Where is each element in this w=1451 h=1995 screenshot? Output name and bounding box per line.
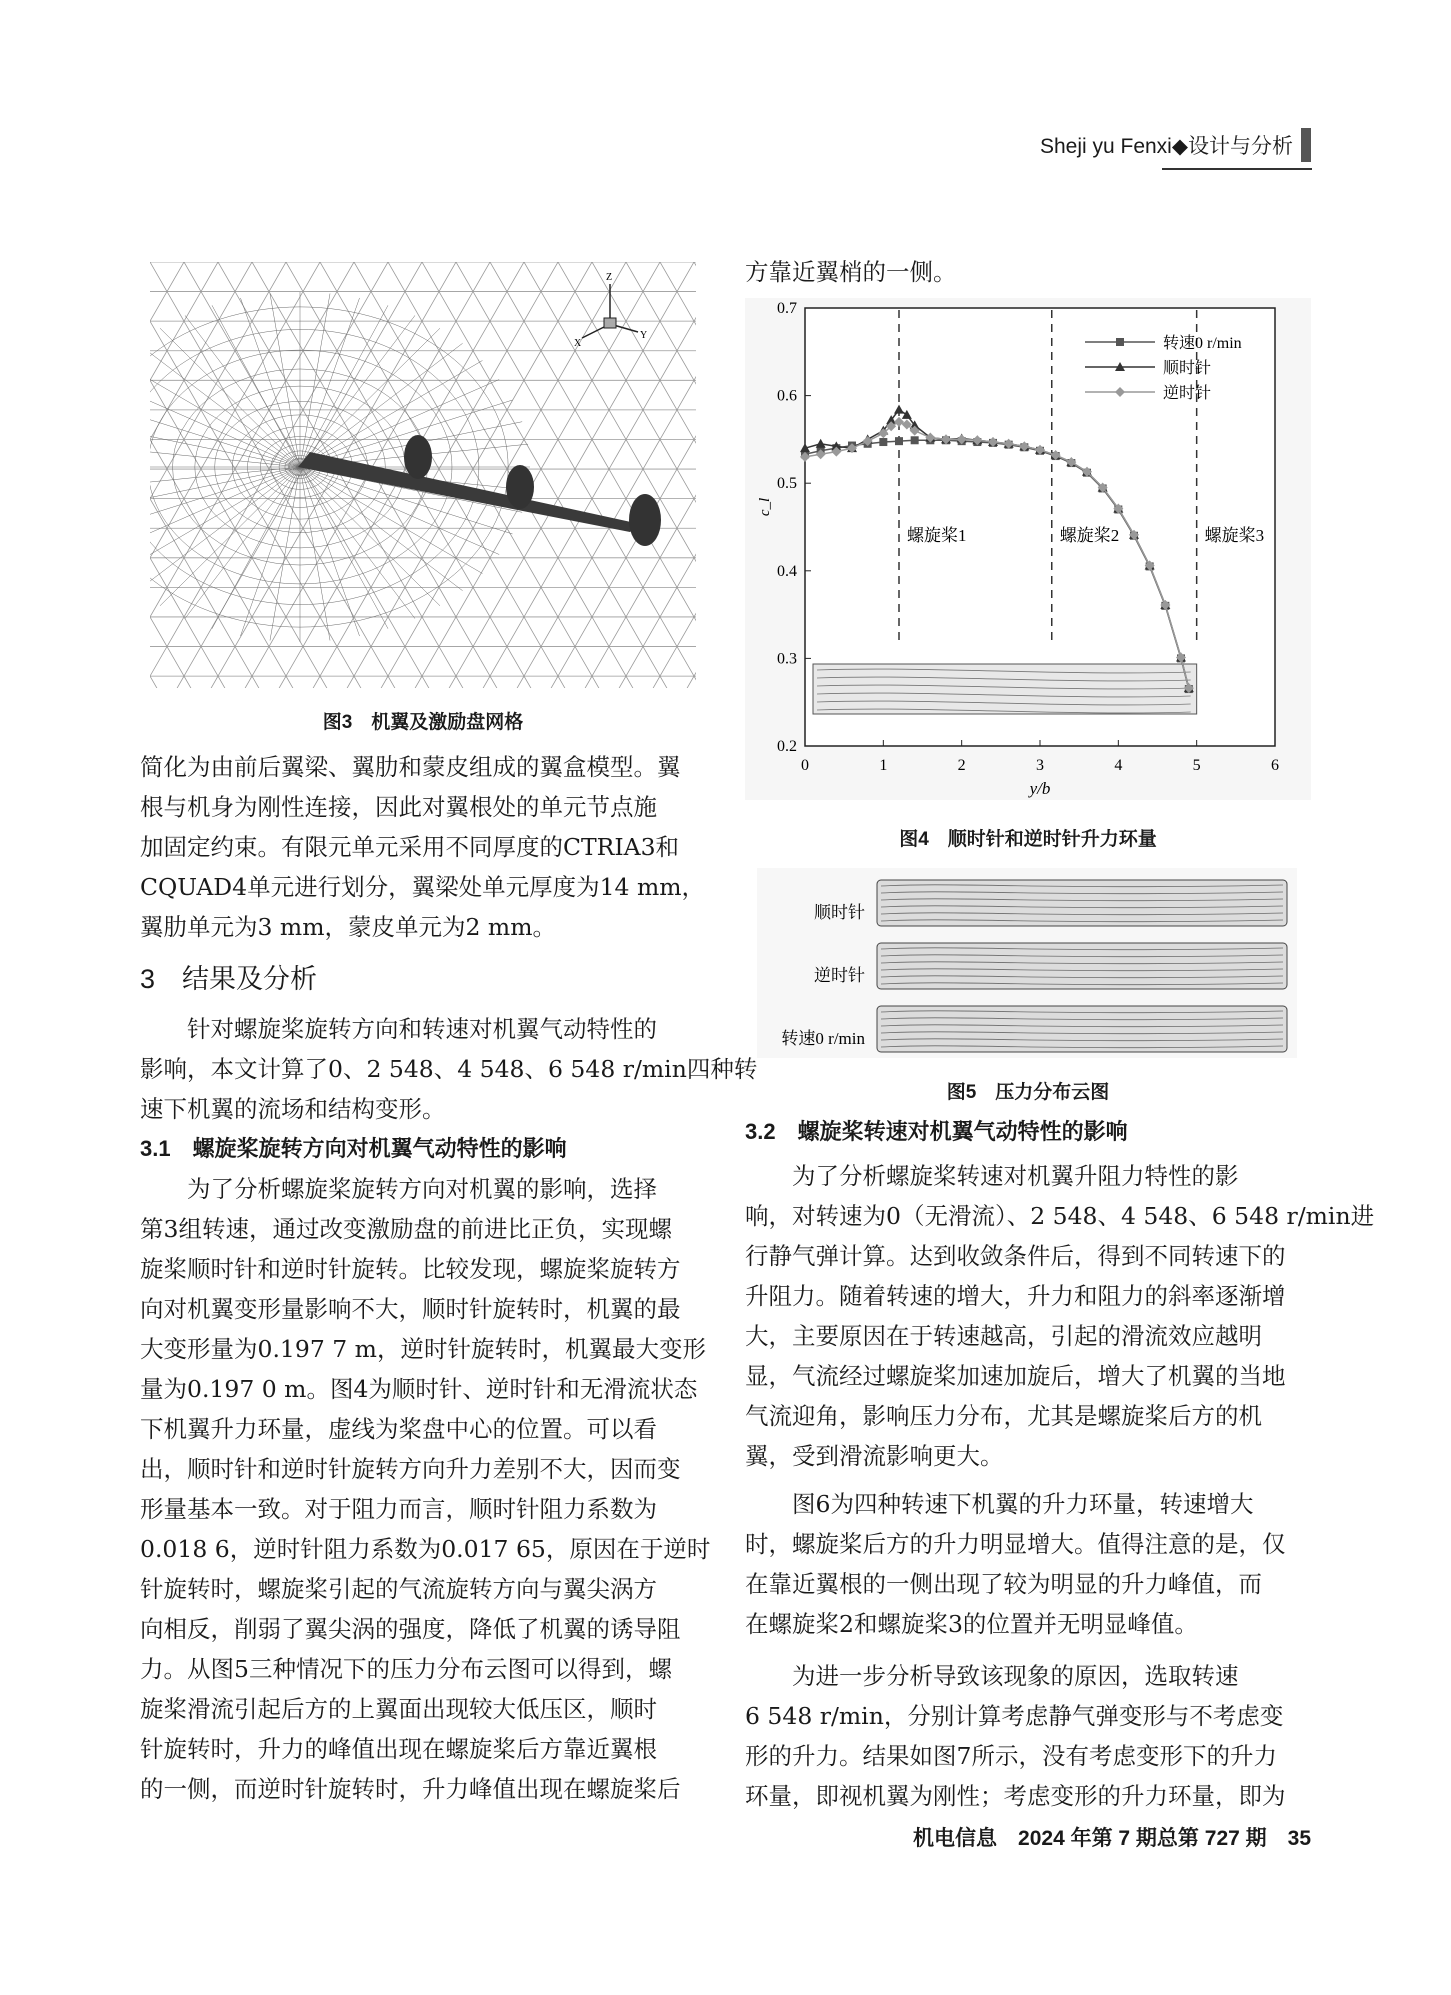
section-3-1-heading: 3.1 螺旋桨旋转方向对机翼气动特性的影响 bbox=[140, 1136, 567, 1161]
propeller-label: 螺旋桨3 bbox=[1204, 525, 1265, 545]
legend-marker bbox=[1116, 338, 1124, 346]
text-line: 行静气弹计算。达到收敛条件后，得到不同转速下的 bbox=[745, 1242, 1286, 1270]
text-line: 显，气流经过螺旋桨加速加旋后，增大了机翼的当地 bbox=[745, 1362, 1286, 1390]
text-line: 环量，即视机翼为刚性；考虑变形的升力环量，即为 bbox=[745, 1782, 1286, 1810]
pressure-contour-image bbox=[757, 868, 1297, 1058]
x-tick-label: 0 bbox=[801, 757, 809, 774]
text-line: 力。从图5三种情况下的压力分布云图可以得到，螺 bbox=[140, 1655, 672, 1683]
propeller-label: 螺旋桨2 bbox=[1059, 525, 1120, 545]
right-column bbox=[745, 1114, 1375, 1816]
paragraph-wingbox bbox=[140, 747, 706, 947]
text-line: 大，主要原因在于转速越高，引起的滑流效应越明 bbox=[745, 1322, 1262, 1350]
text-line: 图6为四种转速下机翼的升力环量，转速增大 bbox=[792, 1490, 1254, 1518]
axis-z-label: Z bbox=[606, 272, 613, 283]
data-point-square bbox=[895, 437, 903, 445]
text-line: 针对螺旋桨旋转方向和转速对机翼气动特性的 bbox=[187, 1015, 657, 1043]
text-line: 大变形量为0.197 7 m，逆时针旋转时，机翼最大变形 bbox=[140, 1335, 706, 1363]
figure-4 bbox=[745, 298, 1311, 800]
fig3-caption: 图3 机翼及激励盘网格 bbox=[322, 712, 524, 733]
actuator-disk-3 bbox=[629, 494, 661, 546]
text-line: 翼，受到滑流影响更大。 bbox=[745, 1442, 1004, 1470]
figure-3 bbox=[150, 262, 696, 688]
text-line: 为了分析螺旋桨旋转方向对机翼的影响，选择 bbox=[187, 1175, 657, 1203]
x-axis-label: y/b bbox=[1029, 779, 1051, 798]
text-line: 简化为由前后翼梁、翼肋和蒙皮组成的翼盒模型。翼 bbox=[140, 753, 681, 781]
y-tick-label: 0.4 bbox=[777, 562, 797, 580]
x-tick-label: 3 bbox=[1036, 757, 1044, 774]
text-line: 旋桨滑流引起后方的上翼面出现较大低压区，顺时 bbox=[140, 1695, 657, 1723]
text-line: 针旋转时，螺旋桨引起的气流旋转方向与翼尖涡方 bbox=[140, 1575, 657, 1603]
footer-text: 机电信息 2024 年第 7 期总第 727 期 35 bbox=[913, 1827, 1311, 1850]
text-line: 0.018 6，逆时针阻力系数为0.017 65，原因在于逆时 bbox=[140, 1535, 711, 1563]
header-bar bbox=[1301, 128, 1311, 162]
text-line: 出，顺时针和逆时针旋转方向升力差别不大，因而变 bbox=[140, 1455, 681, 1483]
text-line: 气流迎角，影响压力分布，尤其是螺旋桨后方的机 bbox=[745, 1402, 1262, 1430]
actuator-disk-1 bbox=[404, 435, 432, 479]
text-line: 影响，本文计算了0、2 548、4 548、6 548 r/min四种转 bbox=[140, 1055, 758, 1083]
x-tick-label: 4 bbox=[1114, 757, 1123, 774]
fig5-label-cw: 顺时针 bbox=[814, 903, 865, 922]
lift-chart bbox=[745, 298, 1311, 800]
running-header bbox=[1040, 128, 1311, 162]
text-line: 6 548 r/min，分别计算考虑静气弹变形与不考虑变 bbox=[745, 1702, 1284, 1730]
text-line: 向对机翼变形量影响不大，顺时针旋转时，机翼的最 bbox=[140, 1295, 681, 1323]
legend-label: 转速0 r/min bbox=[1163, 335, 1242, 352]
text-line: 为进一步分析导致该现象的原因，选取转速 bbox=[792, 1662, 1239, 1690]
x-tick-label: 1 bbox=[879, 757, 888, 774]
x-tick-label: 6 bbox=[1271, 757, 1279, 774]
data-point-square bbox=[911, 436, 919, 444]
left-column bbox=[140, 747, 758, 1809]
text-line: CQUAD4单元进行划分，翼梁处单元厚度为14 mm， bbox=[140, 873, 706, 901]
text-line: 速下机翼的流场和结构变形。 bbox=[140, 1095, 446, 1123]
fig5-label-ccw: 逆时针 bbox=[814, 966, 865, 985]
paragraph-speed bbox=[745, 1156, 1375, 1476]
figure-5 bbox=[757, 868, 1297, 1058]
y-tick-label: 0.3 bbox=[777, 650, 797, 668]
x-tick-label: 2 bbox=[957, 757, 966, 774]
text-line: 时，螺旋桨后方的升力明显增大。值得注意的是，仅 bbox=[745, 1530, 1286, 1558]
actuator-disk-2 bbox=[506, 465, 534, 509]
y-axis-label: c_l bbox=[757, 497, 773, 517]
text-line: 下机翼升力环量，虚线为桨盘中心的位置。可以看 bbox=[140, 1415, 657, 1443]
text-line: 加固定约束。有限元单元采用不同厚度的CTRIA3和 bbox=[140, 833, 680, 861]
paragraph-fig6 bbox=[745, 1484, 1311, 1644]
y-tick-label: 0.6 bbox=[777, 387, 797, 405]
text-line: 形量基本一致。对于阻力而言，顺时针阻力系数为 bbox=[140, 1495, 657, 1523]
running-header-text: Sheji yu Fenxi◆设计与分析 bbox=[1039, 135, 1293, 158]
fig5-caption: 图5 压力分布云图 bbox=[946, 1082, 1110, 1103]
section-3-2-heading: 3.2 螺旋桨转速对机翼气动特性的影响 bbox=[745, 1119, 1128, 1144]
axis-y-label: Y bbox=[640, 330, 648, 341]
data-point-square bbox=[879, 438, 887, 446]
header-rule bbox=[1162, 168, 1312, 170]
text-line: 针旋转时，升力的峰值出现在螺旋桨后方靠近翼根 bbox=[140, 1735, 657, 1763]
text-line: 在螺旋桨2和螺旋桨3的位置并无明显峰值。 bbox=[745, 1610, 1198, 1638]
y-tick-label: 0.7 bbox=[777, 300, 797, 317]
text-line: 量为0.197 0 m。图4为顺时针、逆时针和无滑流状态 bbox=[140, 1375, 698, 1403]
text-line: 在靠近翼根的一侧出现了较为明显的升力峰值，而 bbox=[745, 1570, 1262, 1598]
propeller-label: 螺旋桨1 bbox=[907, 525, 967, 545]
paragraph-rotation bbox=[140, 1169, 711, 1809]
paragraph-fig7 bbox=[745, 1656, 1311, 1816]
fig5-label-zero: 转速0 r/min bbox=[781, 1029, 865, 1048]
y-tick-label: 0.2 bbox=[777, 738, 797, 755]
paragraph-intro bbox=[140, 1009, 758, 1129]
x-tick-label: 5 bbox=[1192, 757, 1201, 774]
right-top-line: 方靠近翼梢的一侧。 bbox=[745, 258, 957, 286]
text-line: 向相反，削弱了翼尖涡的强度，降低了机翼的诱导阻 bbox=[140, 1615, 681, 1643]
legend-label: 顺时针 bbox=[1163, 360, 1212, 377]
axis-x-label: X bbox=[574, 338, 582, 349]
text-line: 翼肋单元为3 mm，蒙皮单元为2 mm。 bbox=[140, 913, 556, 941]
text-line: 第3组转速，通过改变激励盘的前进比正负，实现螺 bbox=[140, 1215, 672, 1243]
mesh-image bbox=[150, 262, 696, 688]
legend-label: 逆时针 bbox=[1163, 385, 1212, 402]
text-line: 的一侧，而逆时针旋转时，升力峰值出现在螺旋桨后 bbox=[140, 1775, 681, 1803]
text-line: 形的升力。结果如图7所示，没有考虑变形下的升力 bbox=[745, 1742, 1277, 1770]
text-line: 旋桨顺时针和逆时针旋转。比较发现，螺旋桨旋转方 bbox=[140, 1255, 681, 1283]
text-line: 升阻力。随着转速的增大，升力和阻力的斜率逐渐增 bbox=[745, 1282, 1286, 1310]
text-line: 为了分析螺旋桨转速对机翼升阻力特性的影 bbox=[792, 1162, 1239, 1190]
y-tick-label: 0.5 bbox=[777, 475, 797, 493]
section-3-heading: 3 结果及分析 bbox=[140, 964, 318, 994]
fig4-caption: 图4 顺时针和逆时针升力环量 bbox=[899, 829, 1157, 850]
text-line: 根与机身为刚性连接，因此对翼根处的单元节点施 bbox=[140, 793, 657, 821]
text-line: 响，对转速为0（无滑流）、2 548、4 548、6 548 r/min进 bbox=[745, 1202, 1375, 1230]
